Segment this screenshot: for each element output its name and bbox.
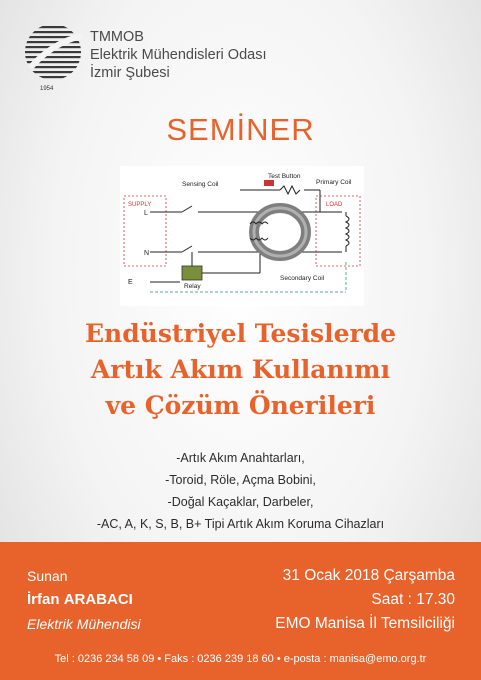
event-date: 31 Ocak 2018 Çarşamba [282,567,455,584]
presenter-label: Sunan [27,568,68,584]
logo-year: 1954 [40,86,54,92]
contact-info: Tel : 0236 234 58 09 • Faks : 0236 239 18 60 • e-posta : manisa@emo.org.tr [54,653,427,665]
label-supply: SUPPLY [128,202,152,208]
label-secondary-coil: Secondary Coil [280,275,325,282]
rcd-circuit-diagram [120,166,364,306]
label-l: L [144,210,148,217]
presenter-name [27,588,141,612]
event-venue: EMO Manisa İl Temsilciliği [275,615,455,632]
footer-panel [0,542,481,680]
label-e: E [128,279,133,286]
label-sensing-coil: Sensing Coil [182,181,219,188]
label-relay: Relay [184,283,201,290]
topic-item: -Doğal Kaçaklar, Darbeler, [167,495,314,509]
organization-name [90,28,267,82]
topic-item: -Artık Akım Anahtarları, [176,451,305,465]
topic-list [0,447,481,535]
title-line-3: ve Çözüm Önerileri [105,391,376,420]
seminar-title [0,316,481,424]
event-time: Saat : 17.30 [371,591,455,608]
org-line-3: İzmir Şubesi [90,65,170,81]
org-line-1: TMMOB [90,29,144,45]
presenter-first-name: İrfan [27,591,60,608]
label-n: N [144,250,150,257]
org-line-2: Elektrik Mühendisleri Odası [90,47,267,63]
label-load: LOAD [326,202,343,208]
topic-item: -Toroid, Röle, Açma Bobini, [165,473,316,487]
emo-logo [18,22,88,92]
label-primary-coil: Primary Coil [316,179,352,186]
presenter-block [27,564,141,636]
title-line-2: Artık Akım Kullanımı [90,355,391,384]
presenter-last-name: ARABACI [63,591,133,608]
seminar-heading: SEMİNER [166,112,315,147]
label-test-button: Test Button [268,173,301,180]
topic-item: -AC, A, K, S, B, B+ Tipi Artık Akım Koruma Cihazları [96,517,385,531]
presenter-role: Elektrik Mühendisi [27,616,141,632]
title-line-1: Endüstriyel Tesislerde [84,319,397,348]
event-details [275,564,455,636]
